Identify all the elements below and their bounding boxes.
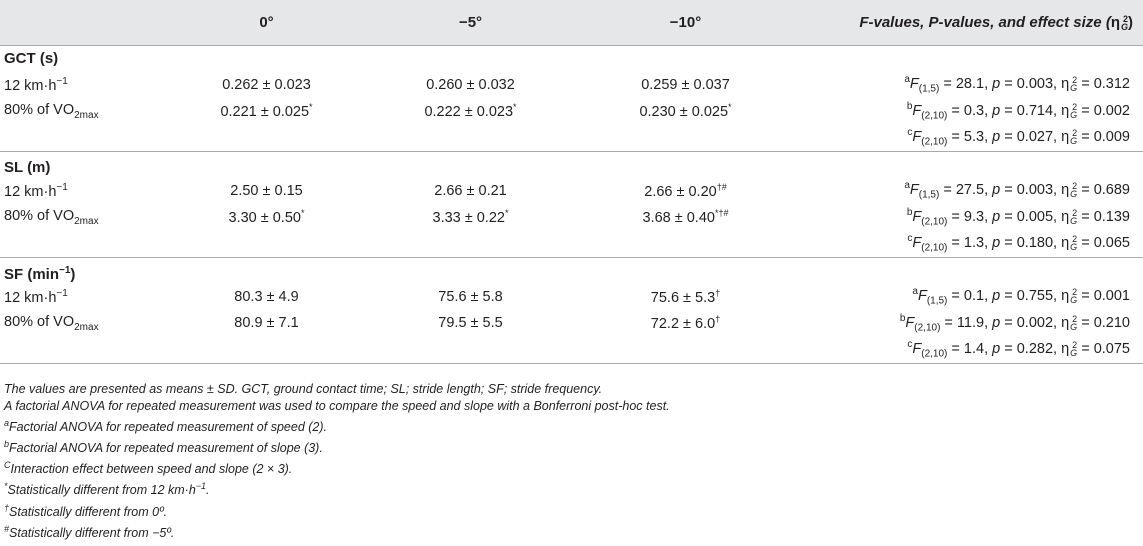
value-cell: [170, 98, 363, 125]
stat-F-symbol: F: [912, 208, 922, 225]
header-stat-suffix: ): [1128, 13, 1133, 31]
row-label-text: 80% of VO: [4, 101, 75, 118]
value-text: 3.30 ± 0.50: [228, 210, 301, 227]
value-text: 0.222 ± 0.023: [424, 104, 514, 121]
value-text: 79.5 ± 5.5: [438, 315, 503, 332]
table-row: [0, 98, 1143, 125]
stat-eta-sub: G: [1070, 321, 1078, 332]
row-label: [0, 98, 170, 125]
stat-eta-sub: G: [1070, 295, 1078, 306]
value-cell: [170, 178, 363, 205]
stat-df: (1,5): [926, 296, 948, 308]
footnote-line: [4, 500, 670, 521]
stat-eta-sup: 2: [1072, 340, 1078, 351]
header-stat-col: [793, 0, 1143, 45]
footnote-sup: −1: [195, 481, 207, 492]
stat-p-value: = 0.003,: [1000, 182, 1062, 199]
value-text: 3.68 ± 0.40: [642, 210, 715, 227]
section-title-text: SL (m): [4, 159, 51, 176]
value-cell: [578, 72, 793, 99]
table-row: [0, 125, 1143, 152]
row-label-text: 12 km·h: [4, 77, 57, 94]
footnote-line: [4, 415, 670, 436]
stat-cell: [793, 231, 1143, 258]
table-body: [0, 45, 1143, 363]
stat-p-value: = 0.002,: [1000, 314, 1062, 331]
stat-eta-sub: G: [1070, 109, 1078, 120]
stat-eta-sup: 2: [1072, 75, 1078, 86]
stat-letter: c: [907, 127, 913, 139]
value-cell: [363, 98, 578, 125]
significance-mark: *: [513, 102, 517, 113]
stat-cell: [793, 178, 1143, 205]
footnote-line: [4, 436, 670, 457]
stat-cell: [793, 204, 1143, 231]
stat-eta-sup: 2: [1072, 207, 1078, 218]
row-label-sub: 2max: [74, 215, 99, 227]
stat-F-value: = 11.9,: [940, 314, 993, 331]
footnote-line: [4, 457, 670, 478]
table-row: [0, 72, 1143, 99]
value-cell: [170, 72, 363, 99]
stat-eta-value: = 0.689: [1077, 182, 1130, 199]
value-text: 75.6 ± 5.8: [438, 288, 503, 305]
stat-F-symbol: F: [912, 234, 922, 251]
header-eta-scripts: [1121, 15, 1128, 31]
footnote-text: The values are presented as means ± SD. GCT, ground contact time; SL; stride length; SF; stride frequency.: [4, 382, 603, 396]
stat-eta-sup: 2: [1072, 287, 1078, 298]
row-label: [0, 310, 170, 337]
stat-eta-sub: G: [1070, 83, 1078, 94]
stat-eta-sub: G: [1070, 215, 1078, 226]
value-cell: [363, 125, 578, 152]
significance-mark: †: [715, 314, 721, 325]
row-label-sup: −1: [56, 75, 68, 87]
value-text: 0.260 ± 0.032: [426, 76, 515, 93]
table-row: [0, 178, 1143, 205]
value-text: 0.259 ± 0.037: [641, 76, 730, 93]
table-row: [0, 310, 1143, 337]
header-label-col: [0, 0, 170, 45]
stat-eta-value: = 0.002: [1077, 102, 1130, 119]
value-cell: [363, 178, 578, 205]
footnote-text: Factorial ANOVA for repeated measurement of slope (3).: [9, 441, 323, 456]
stat-eta-symbol: η: [1061, 288, 1070, 305]
stat-letter: a: [912, 286, 918, 298]
section-row: [0, 257, 1143, 284]
header-row: [0, 0, 1143, 45]
footnote-line: [4, 398, 670, 415]
stat-df: (2,10): [921, 136, 948, 148]
footnote-mark: b: [4, 439, 10, 450]
section-row: [0, 151, 1143, 178]
stat-eta-symbol: η: [1061, 340, 1070, 357]
header-col-minus5deg: −5°: [363, 0, 578, 45]
stat-cell: [793, 337, 1143, 364]
stat-p-symbol: p: [992, 288, 1001, 305]
stat-eta-value: = 0.065: [1077, 234, 1130, 251]
stat-eta-sup: 2: [1072, 128, 1078, 139]
value-cell: [170, 125, 363, 152]
section-title-text: SF (min: [4, 265, 59, 283]
section-title-sup: −1: [59, 264, 71, 276]
stat-F-value: = 0.3,: [947, 102, 993, 119]
stat-p-value: = 0.027,: [1000, 128, 1062, 145]
stat-p-symbol: p: [992, 340, 1001, 357]
footnote-mark: #: [4, 523, 10, 534]
stat-p-value: = 0.714,: [1000, 102, 1062, 119]
value-cell: [363, 231, 578, 258]
table-row: [0, 231, 1143, 258]
header-eta: η: [1110, 13, 1120, 31]
significance-mark: *: [300, 208, 305, 219]
footnote-text: Statistically different from −5º.: [9, 525, 175, 540]
stat-F-value: = 9.3,: [947, 208, 993, 225]
footnote-text: Interaction effect between speed and slope (2 × 3).: [10, 462, 293, 477]
stat-eta-value: = 0.001: [1077, 288, 1130, 305]
value-cell: [578, 125, 793, 152]
footnote-line: [4, 478, 670, 499]
value-cell: [363, 337, 578, 364]
footnote-end: .: [206, 483, 210, 498]
footnote-line: [4, 381, 670, 398]
section-title: [0, 45, 1143, 72]
value-text: 80.9 ± 7.1: [234, 315, 299, 332]
stat-df: (1,5): [918, 84, 940, 96]
section-title-text: GCT (s): [4, 50, 59, 67]
value-cell: [578, 204, 793, 231]
stat-p-value: = 0.282,: [1000, 340, 1062, 357]
stat-eta-value: = 0.075: [1077, 340, 1130, 357]
header-col-0deg: 0°: [170, 0, 363, 45]
stat-df: (2,10): [921, 110, 948, 122]
stat-F-symbol: F: [917, 288, 927, 305]
significance-mark: †#: [716, 181, 727, 192]
footnote-mark: a: [4, 418, 10, 428]
value-cell: [578, 284, 793, 311]
value-text: 2.50 ± 0.15: [230, 182, 303, 199]
significance-mark: *: [309, 102, 313, 113]
stat-df: (1,5): [918, 190, 940, 202]
value-cell: [578, 231, 793, 258]
value-text: 0.230 ± 0.025: [639, 104, 729, 121]
stat-eta-sup: 2: [1072, 313, 1078, 324]
footnote-text: Factorial ANOVA for repeated measurement of speed (2).: [9, 420, 327, 435]
header-eta-sup: 2: [1122, 13, 1128, 24]
row-label-text: 12 km·h: [4, 289, 57, 306]
row-label: [0, 284, 170, 311]
row-label: [0, 231, 170, 258]
stat-cell: [793, 98, 1143, 125]
stat-letter: a: [904, 74, 910, 86]
stat-p-symbol: p: [992, 182, 1001, 199]
value-cell: [578, 337, 793, 364]
value-cell: [578, 98, 793, 125]
row-label-text: 80% of VO: [4, 207, 75, 224]
stat-p-value: = 0.005,: [1000, 208, 1062, 225]
stat-eta-value: = 0.312: [1077, 76, 1130, 93]
section-title: [0, 257, 1143, 284]
table-footnotes: [4, 381, 670, 542]
header-stat-prefix: F-values, P-values, and effect size (: [859, 13, 1111, 31]
stat-cell: [793, 125, 1143, 152]
stat-F-symbol: F: [912, 128, 922, 145]
stat-F-value: = 1.3,: [947, 234, 993, 251]
stat-letter: a: [904, 180, 910, 192]
stat-F-symbol: F: [909, 76, 919, 93]
value-text: 80.3 ± 4.9: [234, 288, 299, 305]
value-text: 3.33 ± 0.22: [432, 210, 505, 227]
stat-p-symbol: p: [992, 102, 1001, 119]
stat-letter: b: [899, 312, 906, 324]
value-cell: [363, 284, 578, 311]
stat-df: (2,10): [921, 216, 948, 228]
value-text: 75.6 ± 5.3: [650, 289, 716, 306]
stat-p-value: = 0.003,: [1000, 76, 1062, 93]
value-cell: [170, 337, 363, 364]
row-label: [0, 125, 170, 152]
row-label-sub: 2max: [74, 321, 99, 333]
value-cell: [363, 204, 578, 231]
stat-F-symbol: F: [905, 314, 915, 331]
stat-eta-symbol: η: [1061, 102, 1070, 119]
row-label: [0, 178, 170, 205]
stat-eta-symbol: η: [1061, 128, 1070, 145]
stat-cell: [793, 284, 1143, 311]
stat-eta-sub: G: [1070, 348, 1078, 359]
stat-F-value: = 0.1,: [947, 288, 993, 305]
table-row: [0, 337, 1143, 364]
stat-letter: b: [906, 100, 913, 112]
section-row: [0, 45, 1143, 72]
stat-F-symbol: F: [912, 102, 922, 119]
value-text: 0.221 ± 0.025: [220, 104, 310, 121]
stat-F-value: = 1.4,: [947, 340, 993, 357]
value-cell: [578, 310, 793, 337]
footnote-text: Statistically different from 0º.: [9, 504, 168, 519]
footnote-mark: *: [4, 481, 8, 492]
significance-mark: *: [504, 208, 509, 219]
value-text: 72.2 ± 6.0: [650, 316, 716, 333]
table-row: [0, 284, 1143, 311]
stat-letter: b: [906, 206, 913, 218]
stat-eta-sup: 2: [1072, 101, 1078, 112]
significance-mark: *†#: [714, 208, 729, 219]
stat-eta-value: = 0.139: [1077, 208, 1130, 225]
stat-eta-symbol: η: [1061, 314, 1070, 331]
value-text: 2.66 ± 0.20: [644, 183, 717, 200]
stat-eta-symbol: η: [1061, 234, 1070, 251]
footnote-mark: C: [4, 460, 11, 471]
row-label: [0, 204, 170, 231]
row-label: [0, 337, 170, 364]
stat-p-value: = 0.755,: [1000, 288, 1062, 305]
row-label-text: 12 km·h: [4, 183, 57, 200]
stat-eta-symbol: η: [1061, 76, 1070, 93]
value-cell: [170, 310, 363, 337]
value-cell: [363, 72, 578, 99]
header-col-minus10deg: −10°: [578, 0, 793, 45]
stat-eta-symbol: η: [1061, 182, 1070, 199]
value-cell: [170, 231, 363, 258]
stat-p-symbol: p: [992, 76, 1001, 93]
stat-letter: c: [907, 339, 913, 351]
stat-eta-sub: G: [1070, 189, 1078, 200]
row-label: [0, 72, 170, 99]
stat-p-value: = 0.180,: [1000, 234, 1062, 251]
row-label-sup: −1: [56, 181, 68, 193]
stat-p-symbol: p: [992, 314, 1001, 331]
stat-df: (2,10): [921, 348, 948, 360]
stat-eta-sub: G: [1070, 242, 1078, 253]
significance-mark: *: [728, 102, 732, 113]
stat-df: (2,10): [914, 322, 941, 334]
row-label-sub: 2max: [74, 109, 99, 121]
value-cell: [170, 204, 363, 231]
value-cell: [170, 284, 363, 311]
stat-eta-sup: 2: [1072, 234, 1078, 245]
significance-mark: †: [715, 287, 721, 298]
table-row: [0, 204, 1143, 231]
footnote-text: Statistically different from 12 km·h: [7, 483, 196, 498]
stat-p-symbol: p: [992, 128, 1001, 145]
value-cell: [363, 310, 578, 337]
footnote-line: [4, 521, 670, 542]
stat-eta-value: = 0.009: [1077, 128, 1130, 145]
stat-F-symbol: F: [909, 182, 919, 199]
stat-F-value: = 28.1,: [939, 76, 993, 93]
stat-cell: [793, 310, 1143, 337]
stat-eta-symbol: η: [1061, 208, 1070, 225]
stat-eta-value: = 0.210: [1077, 314, 1130, 331]
stat-eta-sup: 2: [1072, 181, 1078, 192]
stat-p-symbol: p: [992, 208, 1001, 225]
row-label-text: 80% of VO: [4, 313, 75, 330]
footnote-mark: †: [4, 502, 10, 513]
stat-eta-sub: G: [1070, 136, 1078, 147]
stat-F-value: = 27.5,: [939, 182, 993, 199]
value-text: 0.262 ± 0.023: [222, 76, 311, 93]
section-title-end: ): [70, 265, 76, 283]
stat-F-value: = 5.3,: [947, 128, 993, 145]
value-cell: [578, 178, 793, 205]
stat-cell: [793, 72, 1143, 99]
stat-p-symbol: p: [992, 234, 1001, 251]
stat-df: (2,10): [921, 242, 948, 254]
section-title: [0, 151, 1143, 178]
footnote-text: A factorial ANOVA for repeated measurement was used to compare the speed and slope with a Bonferroni post-hoc test.: [4, 399, 670, 413]
row-label-sup: −1: [56, 287, 68, 299]
stat-F-symbol: F: [912, 340, 922, 357]
stat-letter: c: [907, 233, 913, 245]
value-text: 2.66 ± 0.21: [434, 182, 507, 199]
header-eta-sub: G: [1120, 21, 1128, 32]
table-header: [0, 0, 1143, 45]
